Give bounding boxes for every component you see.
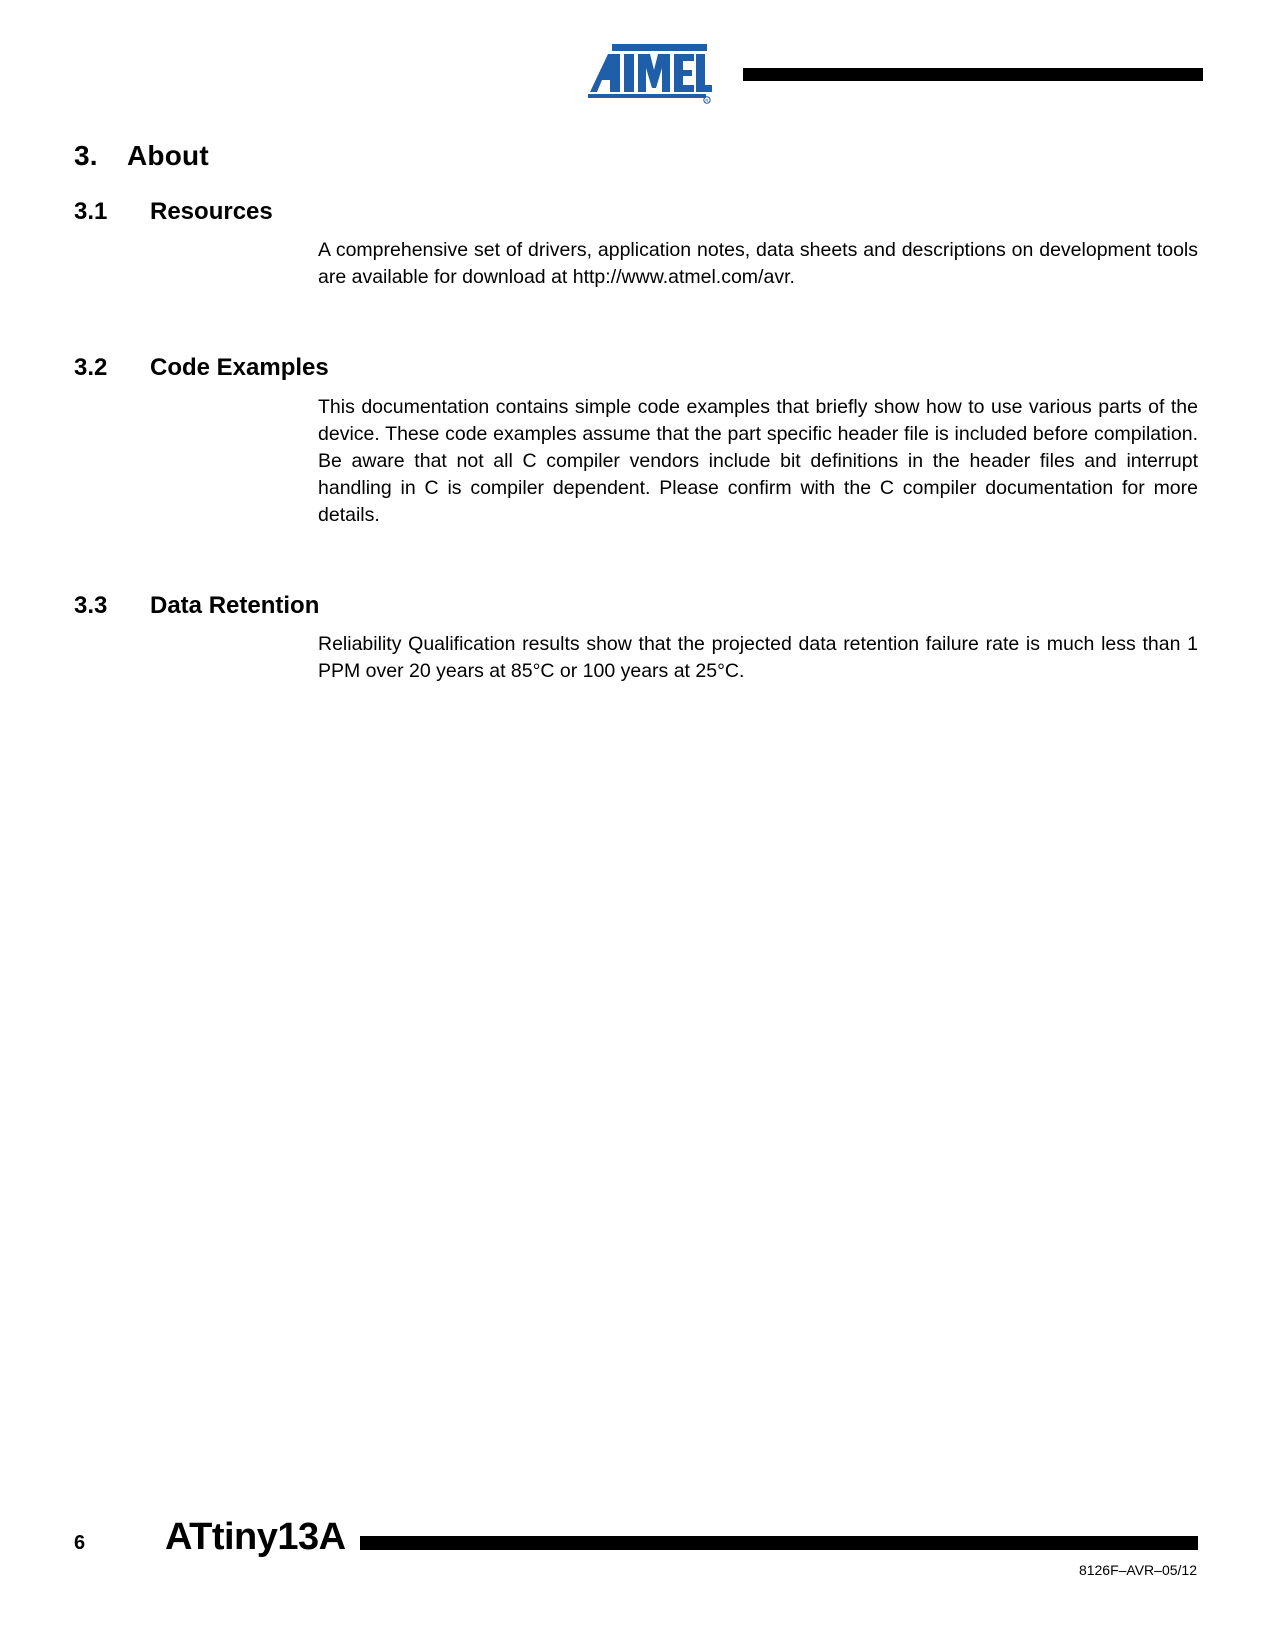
- section-heading-data-retention: [74, 592, 319, 620]
- chapter-number: 3.: [74, 140, 98, 171]
- footer-rule: [360, 1536, 1198, 1550]
- section-heading-code-examples: [74, 354, 329, 382]
- section-body-code-examples: This documentation contains simple code examples that briefly show how to use various parts of the device. These code examples assume that the part specific header file is included before compilation. Be aware that not all C compiler vendors include bit definitions in the header files and interrupt handling in C is compiler dependent. Please confirm with the C compiler documentation for more details.: [318, 396, 1198, 526]
- section-body-data-retention: Reliability Qualification results show that the projected data retention failure rate is much less than 1 PPM over 20 years at 85°C or 100 years at 25°C.: [318, 633, 1198, 682]
- atmel-logo: [588, 44, 713, 104]
- section-body-resources: A comprehensive set of drivers, application notes, data sheets and descriptions on development tools are available for download at http://www.atmel.com/avr.: [318, 239, 1198, 288]
- section-title: Data Retention: [150, 592, 320, 619]
- page-number: 6: [74, 1532, 86, 1554]
- section-title: Resources: [150, 198, 273, 225]
- chapter-heading: [74, 140, 209, 172]
- document-code: 8126F–AVR–05/12: [1078, 1562, 1197, 1578]
- header-rule: [743, 68, 1203, 81]
- section-number: 3.1: [74, 198, 108, 225]
- section-number: 3.3: [74, 592, 108, 619]
- section-heading-resources: [74, 198, 273, 226]
- section-title: Code Examples: [150, 354, 329, 381]
- chapter-title: About: [127, 140, 209, 171]
- section-number: 3.2: [74, 354, 108, 381]
- footer-product-title: ATtiny13A: [165, 1516, 346, 1558]
- svg-text:R: R: [705, 97, 709, 103]
